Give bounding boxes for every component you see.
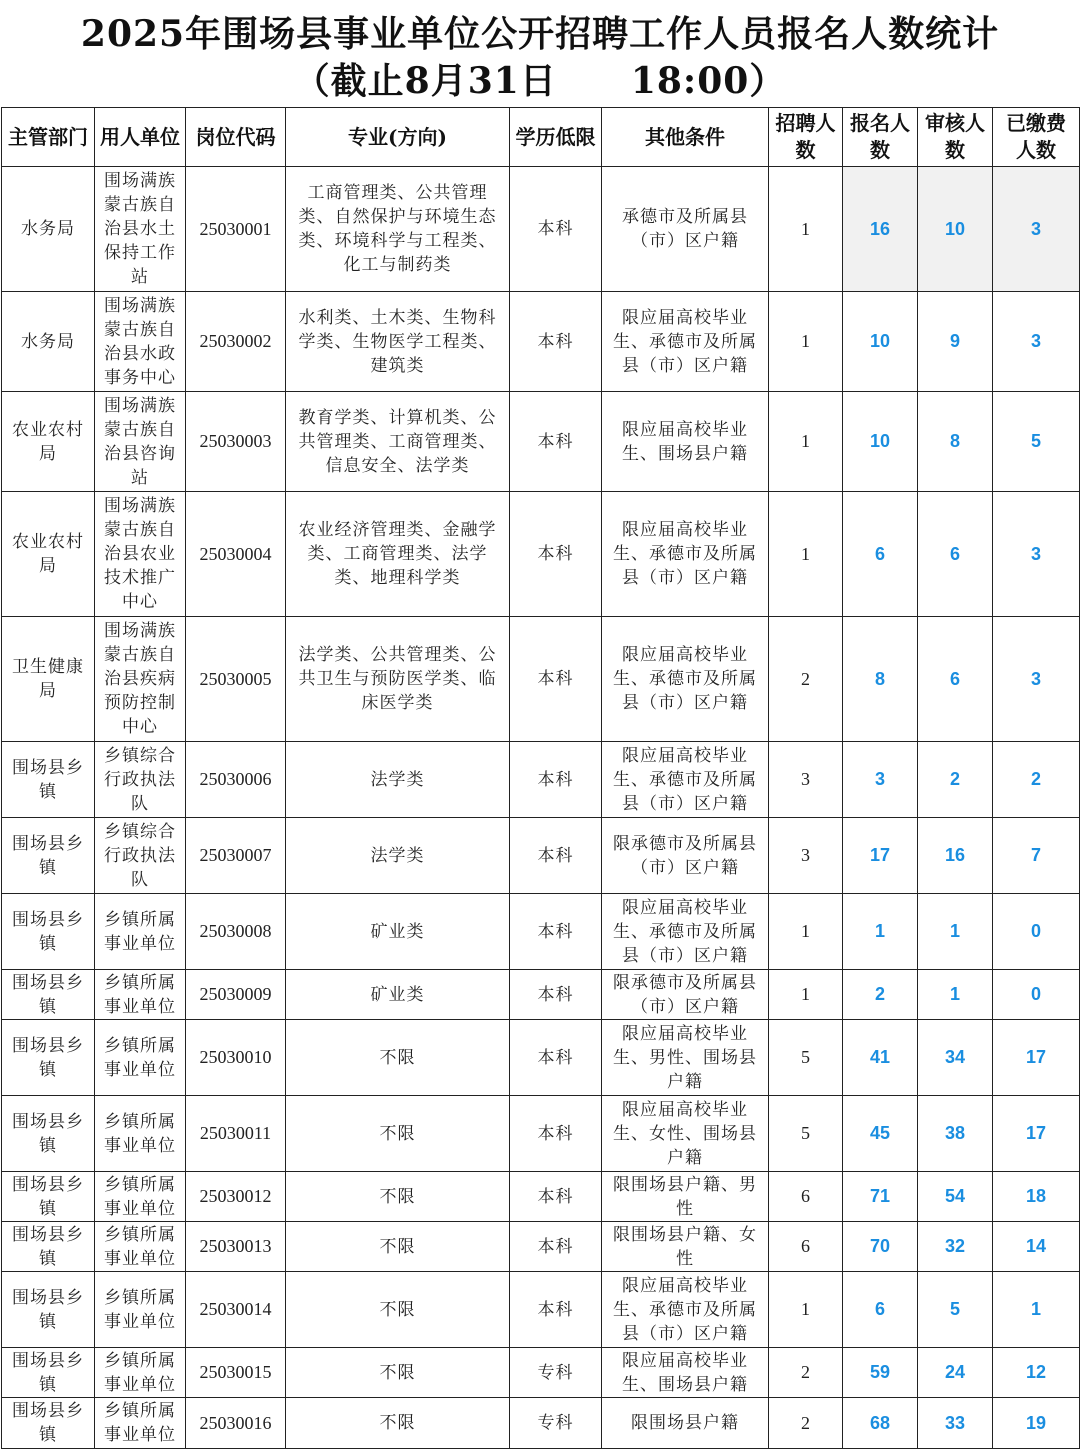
cell-cond: 限围场县户籍、女性 xyxy=(602,1222,769,1272)
cell-edu: 本科 xyxy=(510,1222,602,1272)
cell-unit: 围场满族蒙古族自治县水政事务中心 xyxy=(95,292,186,392)
table-row xyxy=(2,1172,1080,1222)
cell-hire: 2 xyxy=(769,1398,843,1449)
cell-paid: 1 xyxy=(993,1272,1080,1348)
header-cond: 其他条件 xyxy=(602,108,769,167)
cell-review: 34 xyxy=(918,1020,993,1096)
cell-apply: 3 xyxy=(843,742,918,818)
page-title: 2025年围场县事业单位公开招聘工作人员报名人数统计 xyxy=(80,13,1000,55)
cell-major: 水利类、土木类、生物科学类、生物医学工程类、建筑类 xyxy=(286,292,510,392)
cell-review: 1 xyxy=(918,894,993,970)
cell-review: 2 xyxy=(918,742,993,818)
table-row xyxy=(2,1020,1080,1096)
cell-review: 33 xyxy=(918,1398,993,1449)
cell-unit: 围场满族蒙古族自治县水土保持工作站 xyxy=(95,167,186,292)
cell-paid: 14 xyxy=(993,1222,1080,1272)
recruitment-table xyxy=(1,107,1080,1449)
table-row xyxy=(2,1222,1080,1272)
cell-hire: 1 xyxy=(769,292,843,392)
cell-unit: 乡镇所属事业单位 xyxy=(95,894,186,970)
cell-edu: 本科 xyxy=(510,894,602,970)
header-major: 专业(方向) xyxy=(286,108,510,167)
cell-cond: 限应届高校毕业生、女性、围场县户籍 xyxy=(602,1096,769,1172)
cell-edu: 专科 xyxy=(510,1398,602,1449)
cell-review: 5 xyxy=(918,1272,993,1348)
cell-edu: 本科 xyxy=(510,1096,602,1172)
cell-code: 25030011 xyxy=(186,1096,286,1172)
table-row xyxy=(2,292,1080,392)
cell-edu: 本科 xyxy=(510,1272,602,1348)
cell-dept: 围场县乡镇 xyxy=(2,1272,95,1348)
cell-major: 农业经济管理类、金融学类、工商管理类、法学类、地理科学类 xyxy=(286,492,510,617)
table-row xyxy=(2,492,1080,617)
cell-dept: 农业农村局 xyxy=(2,392,95,492)
cell-edu: 本科 xyxy=(510,818,602,894)
table-row xyxy=(2,894,1080,970)
cell-apply: 45 xyxy=(843,1096,918,1172)
cell-code: 25030004 xyxy=(186,492,286,617)
header-apply: 报名人数 xyxy=(843,108,918,167)
cell-unit: 乡镇所属事业单位 xyxy=(95,1172,186,1222)
cell-review: 6 xyxy=(918,617,993,742)
table-row xyxy=(2,167,1080,292)
cell-apply: 10 xyxy=(843,392,918,492)
cell-dept: 围场县乡镇 xyxy=(2,1172,95,1222)
cell-apply: 6 xyxy=(843,1272,918,1348)
cell-dept: 围场县乡镇 xyxy=(2,818,95,894)
cell-code: 25030002 xyxy=(186,292,286,392)
table-row xyxy=(2,742,1080,818)
cell-unit: 围场满族蒙古族自治县农业技术推广中心 xyxy=(95,492,186,617)
cell-hire: 1 xyxy=(769,894,843,970)
header-unit: 用人单位 xyxy=(95,108,186,167)
cell-hire: 6 xyxy=(769,1222,843,1272)
cell-apply: 10 xyxy=(843,292,918,392)
cell-major: 矿业类 xyxy=(286,894,510,970)
cell-code: 25030014 xyxy=(186,1272,286,1348)
cell-apply: 16 xyxy=(843,167,918,292)
cell-code: 25030003 xyxy=(186,392,286,492)
cell-paid: 0 xyxy=(993,970,1080,1020)
cell-code: 25030015 xyxy=(186,1348,286,1398)
cell-cond: 限围场县户籍 xyxy=(602,1398,769,1449)
cell-dept: 围场县乡镇 xyxy=(2,742,95,818)
cell-apply: 8 xyxy=(843,617,918,742)
header-row xyxy=(2,108,1080,167)
cell-code: 25030009 xyxy=(186,970,286,1020)
cell-hire: 1 xyxy=(769,970,843,1020)
cell-cond: 承德市及所属县（市）区户籍 xyxy=(602,167,769,292)
cell-major: 法学类、公共管理类、公共卫生与预防医学类、临床医学类 xyxy=(286,617,510,742)
cell-hire: 1 xyxy=(769,392,843,492)
cell-major: 不限 xyxy=(286,1348,510,1398)
cell-cond: 限应届高校毕业生、男性、围场县户籍 xyxy=(602,1020,769,1096)
cell-hire: 1 xyxy=(769,1272,843,1348)
cell-code: 25030013 xyxy=(186,1222,286,1272)
cell-paid: 18 xyxy=(993,1172,1080,1222)
cell-dept: 水务局 xyxy=(2,167,95,292)
cell-paid: 0 xyxy=(993,894,1080,970)
cell-hire: 3 xyxy=(769,818,843,894)
cell-unit: 乡镇综合行政执法队 xyxy=(95,818,186,894)
cell-major: 不限 xyxy=(286,1272,510,1348)
cell-edu: 本科 xyxy=(510,392,602,492)
cell-dept: 农业农村局 xyxy=(2,492,95,617)
cell-edu: 本科 xyxy=(510,1172,602,1222)
cell-cond: 限应届高校毕业生、承德市及所属县（市）区户籍 xyxy=(602,742,769,818)
table-row xyxy=(2,617,1080,742)
header-hire: 招聘人数 xyxy=(769,108,843,167)
table-row xyxy=(2,392,1080,492)
cell-code: 25030016 xyxy=(186,1398,286,1449)
cell-dept: 围场县乡镇 xyxy=(2,1020,95,1096)
cell-apply: 17 xyxy=(843,818,918,894)
cell-apply: 41 xyxy=(843,1020,918,1096)
cell-dept: 围场县乡镇 xyxy=(2,1398,95,1449)
page-subtitle: （截止8月31日 18:00） xyxy=(293,60,787,102)
cell-dept: 围场县乡镇 xyxy=(2,1222,95,1272)
cell-edu: 本科 xyxy=(510,617,602,742)
table-row xyxy=(2,970,1080,1020)
cell-hire: 2 xyxy=(769,617,843,742)
cell-paid: 3 xyxy=(993,617,1080,742)
cell-code: 25030007 xyxy=(186,818,286,894)
cell-unit: 乡镇所属事业单位 xyxy=(95,1348,186,1398)
cell-cond: 限应届高校毕业生、承德市及所属县（市）区户籍 xyxy=(602,1272,769,1348)
cell-paid: 2 xyxy=(993,742,1080,818)
cell-hire: 6 xyxy=(769,1172,843,1222)
cell-paid: 17 xyxy=(993,1096,1080,1172)
cell-code: 25030008 xyxy=(186,894,286,970)
cell-review: 38 xyxy=(918,1096,993,1172)
cell-code: 25030005 xyxy=(186,617,286,742)
cell-code: 25030006 xyxy=(186,742,286,818)
cell-dept: 围场县乡镇 xyxy=(2,1348,95,1398)
table-row xyxy=(2,1348,1080,1398)
cell-cond: 限应届高校毕业生、承德市及所属县（市）区户籍 xyxy=(602,617,769,742)
cell-major: 不限 xyxy=(286,1020,510,1096)
cell-review: 24 xyxy=(918,1348,993,1398)
cell-hire: 5 xyxy=(769,1020,843,1096)
cell-paid: 3 xyxy=(993,292,1080,392)
cell-unit: 乡镇所属事业单位 xyxy=(95,1272,186,1348)
cell-major: 不限 xyxy=(286,1222,510,1272)
cell-major: 教育学类、计算机类、公共管理类、工商管理类、信息安全、法学类 xyxy=(286,392,510,492)
cell-cond: 限应届高校毕业生、围场县户籍 xyxy=(602,392,769,492)
cell-cond: 限承德市及所属县（市）区户籍 xyxy=(602,818,769,894)
header-edu: 学历低限 xyxy=(510,108,602,167)
cell-paid: 12 xyxy=(993,1348,1080,1398)
cell-cond: 限围场县户籍、男性 xyxy=(602,1172,769,1222)
cell-unit: 乡镇所属事业单位 xyxy=(95,1222,186,1272)
table-row xyxy=(2,1272,1080,1348)
cell-review: 8 xyxy=(918,392,993,492)
cell-cond: 限应届高校毕业生、承德市及所属县（市）区户籍 xyxy=(602,292,769,392)
cell-code: 25030010 xyxy=(186,1020,286,1096)
cell-apply: 71 xyxy=(843,1172,918,1222)
header-dept: 主管部门 xyxy=(2,108,95,167)
cell-unit: 乡镇所属事业单位 xyxy=(95,1020,186,1096)
cell-unit: 乡镇综合行政执法队 xyxy=(95,742,186,818)
cell-review: 32 xyxy=(918,1222,993,1272)
cell-review: 6 xyxy=(918,492,993,617)
cell-hire: 5 xyxy=(769,1096,843,1172)
cell-major: 不限 xyxy=(286,1398,510,1449)
cell-edu: 本科 xyxy=(510,492,602,617)
cell-edu: 专科 xyxy=(510,1348,602,1398)
cell-paid: 17 xyxy=(993,1020,1080,1096)
cell-paid: 19 xyxy=(993,1398,1080,1449)
cell-dept: 水务局 xyxy=(2,292,95,392)
cell-review: 10 xyxy=(918,167,993,292)
cell-apply: 59 xyxy=(843,1348,918,1398)
cell-unit: 围场满族蒙古族自治县疾病预防控制中心 xyxy=(95,617,186,742)
cell-major: 矿业类 xyxy=(286,970,510,1020)
cell-hire: 3 xyxy=(769,742,843,818)
cell-apply: 68 xyxy=(843,1398,918,1449)
table-row xyxy=(2,818,1080,894)
cell-dept: 卫生健康局 xyxy=(2,617,95,742)
cell-apply: 2 xyxy=(843,970,918,1020)
cell-apply: 70 xyxy=(843,1222,918,1272)
cell-major: 不限 xyxy=(286,1096,510,1172)
cell-dept: 围场县乡镇 xyxy=(2,1096,95,1172)
cell-paid: 5 xyxy=(993,392,1080,492)
cell-apply: 1 xyxy=(843,894,918,970)
cell-review: 9 xyxy=(918,292,993,392)
cell-major: 法学类 xyxy=(286,818,510,894)
cell-unit: 乡镇所属事业单位 xyxy=(95,1096,186,1172)
table-row xyxy=(2,1096,1080,1172)
cell-review: 54 xyxy=(918,1172,993,1222)
cell-review: 16 xyxy=(918,818,993,894)
cell-paid: 3 xyxy=(993,167,1080,292)
cell-hire: 1 xyxy=(769,167,843,292)
header-review: 审核人数 xyxy=(918,108,993,167)
cell-cond: 限应届高校毕业生、围场县户籍 xyxy=(602,1348,769,1398)
cell-edu: 本科 xyxy=(510,970,602,1020)
page-header xyxy=(0,0,1080,107)
cell-paid: 3 xyxy=(993,492,1080,617)
cell-dept: 围场县乡镇 xyxy=(2,894,95,970)
cell-code: 25030012 xyxy=(186,1172,286,1222)
cell-code: 25030001 xyxy=(186,167,286,292)
cell-major: 不限 xyxy=(286,1172,510,1222)
cell-major: 工商管理类、公共管理类、自然保护与环境生态类、环境科学与工程类、化工与制药类 xyxy=(286,167,510,292)
cell-paid: 7 xyxy=(993,818,1080,894)
cell-cond: 限应届高校毕业生、承德市及所属县（市）区户籍 xyxy=(602,492,769,617)
table-body xyxy=(2,167,1080,1449)
cell-hire: 2 xyxy=(769,1348,843,1398)
cell-unit: 乡镇所属事业单位 xyxy=(95,970,186,1020)
cell-edu: 本科 xyxy=(510,167,602,292)
cell-major: 法学类 xyxy=(286,742,510,818)
cell-hire: 1 xyxy=(769,492,843,617)
cell-apply: 6 xyxy=(843,492,918,617)
header-paid: 已缴费人数 xyxy=(993,108,1080,167)
cell-review: 1 xyxy=(918,970,993,1020)
cell-edu: 本科 xyxy=(510,742,602,818)
cell-unit: 乡镇所属事业单位 xyxy=(95,1398,186,1449)
cell-edu: 本科 xyxy=(510,292,602,392)
cell-dept: 围场县乡镇 xyxy=(2,970,95,1020)
cell-edu: 本科 xyxy=(510,1020,602,1096)
header-code: 岗位代码 xyxy=(186,108,286,167)
cell-unit: 围场满族蒙古族自治县咨询站 xyxy=(95,392,186,492)
table-row xyxy=(2,1398,1080,1449)
cell-cond: 限承德市及所属县（市）区户籍 xyxy=(602,970,769,1020)
cell-cond: 限应届高校毕业生、承德市及所属县（市）区户籍 xyxy=(602,894,769,970)
